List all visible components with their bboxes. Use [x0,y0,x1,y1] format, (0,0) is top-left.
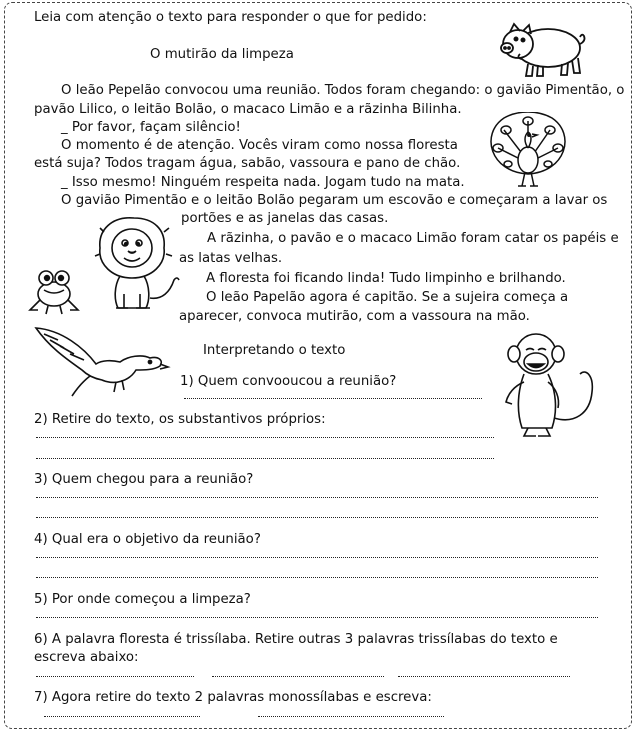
question-5: 5) Por onde começou a limpeza? [34,592,251,607]
peacock-icon [484,112,572,190]
story-title: O mutirão da limpeza [150,47,294,62]
story-line: está suja? Todos tragam água, sabão, vassoura e pano de chão. [34,156,461,171]
story-line: aparecer, convoca mutirão, com a vassoura na mão. [179,309,530,324]
story-line: pavão Lilico, o leitão Bolão, o macaco Limão e a rãzinha Bilinha. [34,102,462,117]
story-line: _ Isso mesmo! Ninguém respeita nada. Jogam tudo na mata. [61,175,465,190]
answer-line-4a[interactable] [36,557,598,558]
answer-line-6c[interactable] [398,676,570,677]
story-line: A rãzinha, o pavão e o macaco Limão foram catar os papéis e [207,231,619,246]
story-line: as latas velhas. [179,251,283,266]
answer-line-5[interactable] [36,617,598,618]
question-4: 4) Qual era o objetivo da reunião? [34,532,261,547]
lion-icon [94,214,180,312]
frog-icon [26,266,82,316]
story-line: O momento é de atenção. Vocês viram como nossa floresta [61,138,458,153]
question-7: 7) Agora retire do texto 2 palavras monossílabas e escreva: [34,690,432,705]
story-line: O leão Pepelão convocou uma reunião. Todos foram chegando: o gavião Pimentão, o [61,83,625,98]
answer-line-2b[interactable] [36,458,494,459]
story-line: O gavião Pimentão e o leitão Bolão pegaram um escovão e começaram a lavar os [61,193,608,208]
answer-line-1[interactable] [184,398,482,399]
pig-icon [496,18,588,80]
question-6-continued: escreva abaixo: [34,650,139,665]
hawk-icon [32,320,172,398]
answer-line-6a[interactable] [36,676,194,677]
answer-line-7a[interactable] [44,716,200,717]
monkey-icon [494,328,604,440]
answer-line-3b[interactable] [36,517,598,518]
story-line: A floresta foi ficando linda! Tudo limpinho e brilhando. [206,271,566,286]
story-line: O leão Papelão agora é capitão. Se a sujeira começa a [206,290,569,305]
question-6: 6) A palavra floresta é trissílaba. Retire outras 3 palavras trissílabas do texto e [34,632,558,647]
story-line: _ Por favor, façam silêncio! [61,120,241,135]
answer-line-7b[interactable] [258,716,444,717]
answer-line-6b[interactable] [212,676,384,677]
answer-line-2a[interactable] [36,437,494,438]
question-3: 3) Quem chegou para a reunião? [34,472,254,487]
story-line: portões e as janelas das casas. [181,211,389,226]
instruction-text: Leia com atenção o texto para responder o que for pedido: [34,10,427,25]
section-title: Interpretando o texto [203,343,346,358]
answer-line-3a[interactable] [36,497,598,498]
answer-line-4b[interactable] [36,577,598,578]
question-1: 1) Quem convooucou a reunião? [180,374,397,389]
question-2: 2) Retire do texto, os substantivos próprios: [34,412,326,427]
